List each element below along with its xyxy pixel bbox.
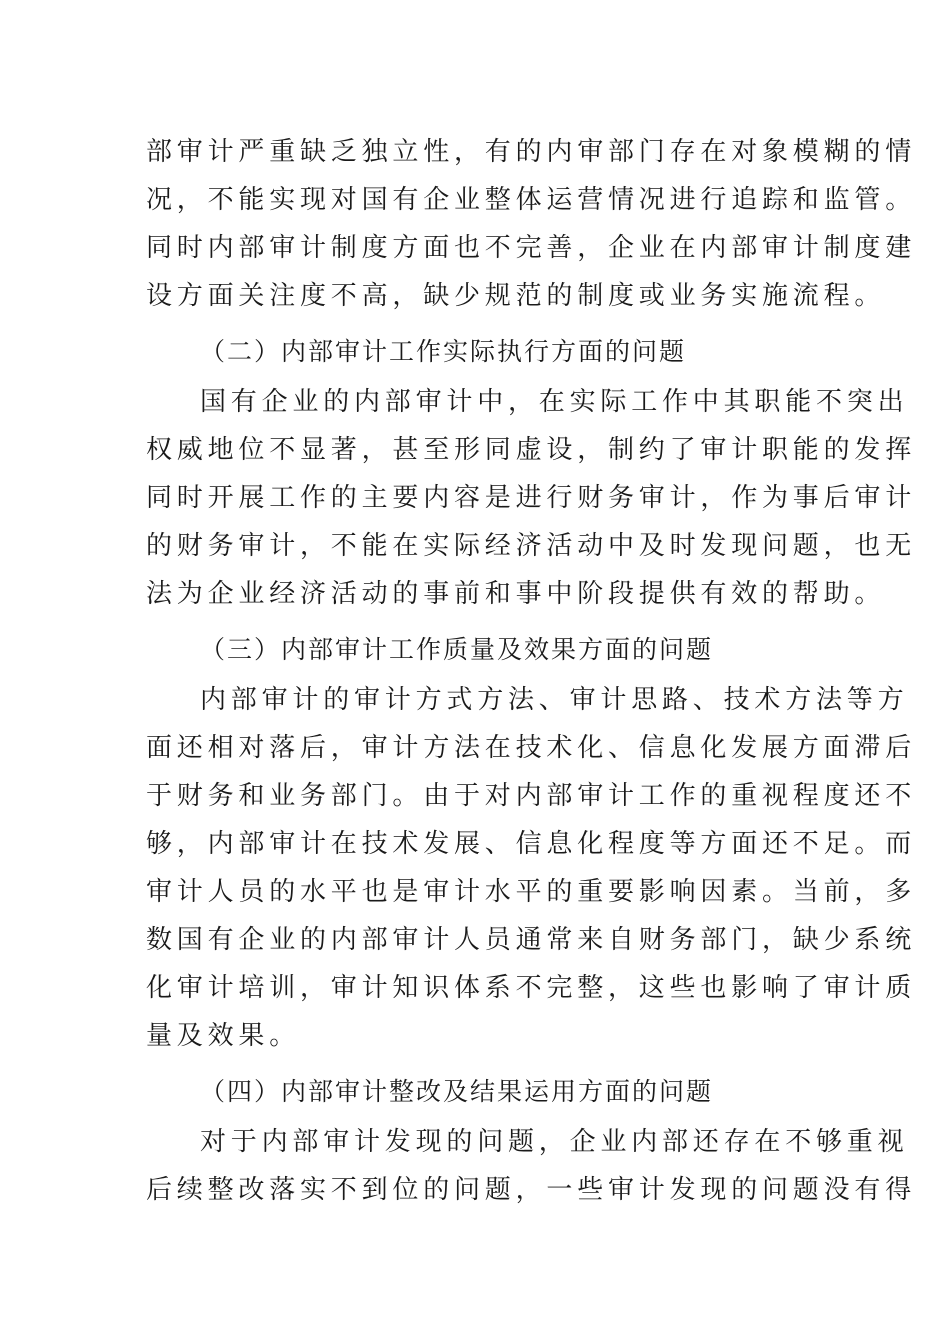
paragraph-line: 同时内部审计制度方面也不完善，企业在内部审计制度建: [146, 233, 917, 263]
section-heading-3: （三）内部审计工作质量及效果方面的问题: [200, 635, 714, 664]
paragraph-line: 后续整改落实不到位的问题，一些审计发现的问题没有得: [146, 1175, 917, 1205]
paragraph-line: 同时开展工作的主要内容是进行财务审计，作为事后审计: [146, 483, 917, 513]
section-heading-4: （四）内部审计整改及结果运用方面的问题: [200, 1077, 714, 1106]
paragraph-line: 面还相对落后，审计方法在技术化、信息化发展方面滞后: [146, 733, 917, 763]
paragraph-line: 量及效果。: [146, 1021, 301, 1051]
paragraph-line: 审计人员的水平也是审计水平的重要影响因素。当前，多: [146, 877, 917, 907]
paragraph-first-line: 国有企业的内部审计中，在实际工作中其职能不突出: [200, 387, 909, 417]
paragraph-line: 法为企业经济活动的事前和事中阶段提供有效的帮助。: [146, 579, 886, 609]
paragraph-line: 够，内部审计在技术发展、信息化程度等方面还不足。而: [146, 829, 917, 859]
section-heading-2: （二）内部审计工作实际执行方面的问题: [200, 337, 687, 366]
paragraph-first-line: 内部审计的审计方式方法、审计思路、技术方法等方: [200, 685, 909, 715]
paragraph-first-line: 对于内部审计发现的问题，企业内部还存在不够重视: [200, 1127, 909, 1157]
paragraph-line: 数国有企业的内部审计人员通常来自财务部门，缺少系统: [146, 925, 917, 955]
paragraph-line: 设方面关注度不高，缺少规范的制度或业务实施流程。: [146, 281, 886, 311]
paragraph-line: 部审计严重缺乏独立性，有的内审部门存在对象模糊的情: [146, 137, 917, 167]
paragraph-line: 的财务审计，不能在实际经济活动中及时发现问题，也无: [146, 531, 917, 561]
paragraph-line: 于财务和业务部门。由于对内部审计工作的重视程度还不: [146, 781, 917, 811]
paragraph-line: 权威地位不显著，甚至形同虚设，制约了审计职能的发挥: [146, 435, 917, 465]
paragraph-line: 化审计培训，审计知识体系不完整，这些也影响了审计质: [146, 973, 917, 1003]
paragraph-line: 况，不能实现对国有企业整体运营情况进行追踪和监管。: [146, 185, 917, 215]
